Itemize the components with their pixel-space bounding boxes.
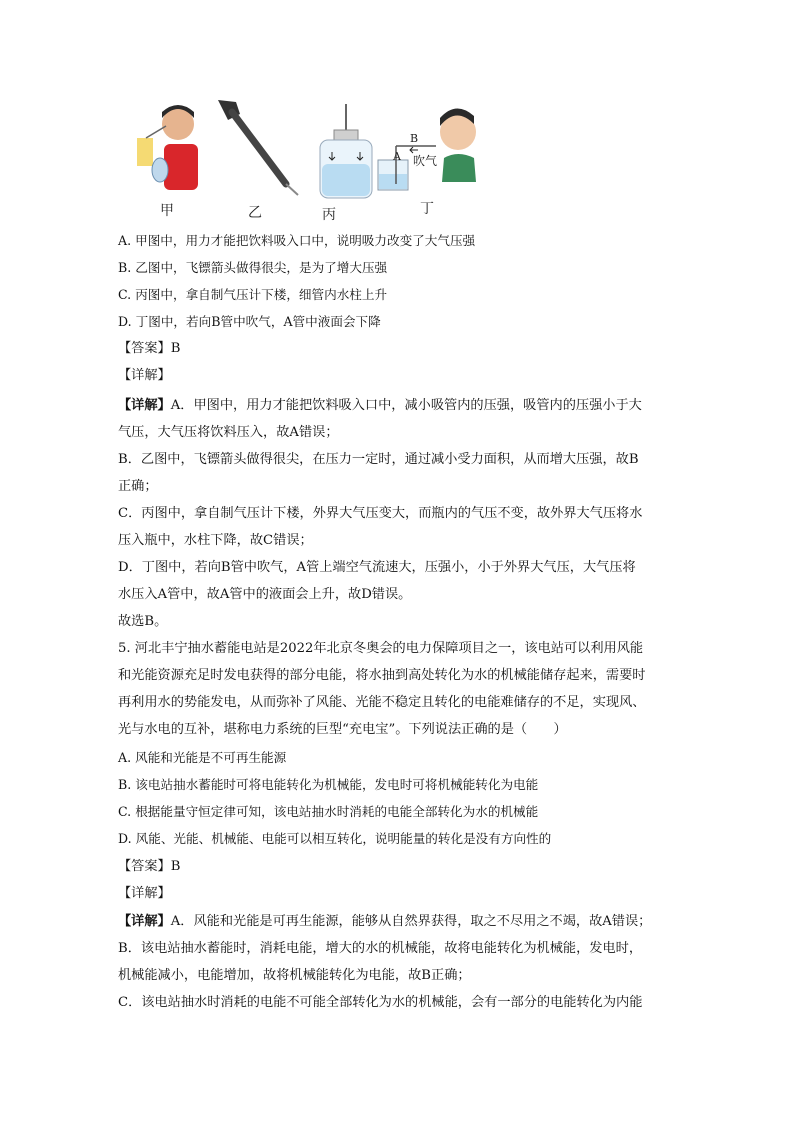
q4-explanation-a bbox=[118, 397, 642, 415]
figure-label-bing: 丙 bbox=[322, 207, 336, 223]
q4-option-d: D. 丁图中，若向B管中吹气，A管中液面会下降 bbox=[118, 314, 381, 329]
q5-option-c: C. 根据能量守恒定律可知，该电站抽水时消耗的电能全部转化为水的机械能 bbox=[118, 804, 539, 819]
q4-conclusion: 故选B。 bbox=[118, 614, 168, 629]
q4-option-a: A. 甲图中，用力才能把饮料吸入口中，说明吸力改变了大气压强 bbox=[118, 233, 476, 248]
q5-option-d: D. 风能、光能、机械能、电能可以相互转化，说明能量的转化是没有方向性的 bbox=[118, 831, 552, 846]
q5-explanation-b: B．该电站抽水蓄能时，消耗电能，增大的水的机械能，故将电能转化为机械能，发电时， bbox=[118, 941, 642, 956]
q5-exp-tag: 【详解】 bbox=[118, 914, 171, 929]
q4-exp-tag: 【详解】 bbox=[118, 398, 171, 413]
q4-answer-line bbox=[118, 340, 180, 358]
figure-label-yi: 乙 bbox=[248, 205, 262, 221]
barometer-bottle-image bbox=[314, 102, 378, 202]
q4-option-b: B. 乙图中，飞镖箭头做得很尖，是为了增大压强 bbox=[118, 260, 388, 275]
q4-explanation-c-cont: 压入瓶中，水柱下降，故C错误； bbox=[118, 533, 313, 548]
figure-label-A: A bbox=[393, 150, 401, 163]
q5-explanation-a bbox=[118, 913, 651, 931]
figure-label-jia: 甲 bbox=[160, 203, 174, 219]
q4-explanation-b: B．乙图中，飞镖箭头做得很尖，在压力一定时，通过减小受力面积，从而增大压强，故B bbox=[118, 452, 639, 467]
q4-option-c: C. 丙图中，拿自制气压计下楼，细管内水柱上升 bbox=[118, 287, 388, 302]
q4-answer: B bbox=[170, 341, 181, 356]
q5-stem-line-2: 和光能资源充足时发电获得的部分电能，将水抽到高处转化为水的机械能储存起来，需要时 bbox=[118, 668, 646, 683]
q4-exp1a: A．甲图中，用力才能把饮料吸入口中，减小吸管内的压强，吸管内的压强小于大 bbox=[170, 398, 642, 413]
figure-row bbox=[118, 92, 488, 232]
q5-stem-line-1: 5. 河北丰宁抽水蓄能电站是2022年北京冬奥会的电力保障项目之一，该电站可以利用风能 bbox=[118, 641, 644, 656]
q5-stem-line-4: 光与水电的互补，堪称电力系统的巨型“充电宝”。下列说法正确的是（ ） bbox=[118, 722, 567, 737]
dart-image bbox=[214, 96, 304, 196]
q4-answer-tag: 【答案】 bbox=[118, 341, 171, 356]
q4-explanation-c: C．丙图中，拿自制气压计下楼，外界大气压变大，而瓶内的气压不变，故外界大气压将水 bbox=[118, 506, 643, 521]
q4-explanation-d-cont: 水压入A管中，故A管中的液面会上升，故D错误。 bbox=[118, 587, 412, 602]
q5-answer-tag: 【答案】 bbox=[118, 859, 171, 874]
q5-explanation-b-cont: 机械能减小，电能增加，故将机械能转化为电能，故B正确； bbox=[118, 968, 471, 983]
q4-detail-tag: 【详解】 bbox=[118, 368, 171, 383]
figure-label-blow: 吹气 bbox=[413, 154, 438, 168]
q5-explanation-c: C．该电站抽水时消耗的电能不可能全部转化为水的机械能，会有一部分的电能转化为内能 bbox=[118, 995, 643, 1010]
q4-explanation-a-cont: 气压，大气压将饮料压入，故A错误； bbox=[118, 425, 339, 440]
q4-explanation-d: D．丁图中，若向B管中吹气，A管上端空气流速大，压强小，小于外界大气压，大气压将 bbox=[118, 560, 636, 575]
q5-stem-line-3: 再利用水的势能发电，从而弥补了风能、光能不稳定且转化的电能难储存的不足，实现风、 bbox=[118, 695, 646, 710]
q5-option-a: A. 风能和光能是不可再生能源 bbox=[118, 750, 287, 765]
q5-answer-line bbox=[118, 858, 180, 876]
q5-detail-tag: 【详解】 bbox=[118, 886, 171, 901]
q5-option-b: B. 该电站抽水蓄能时可将电能转化为机械能，发电时可将机械能转化为电能 bbox=[118, 777, 539, 792]
q4-explanation-b-cont: 正确； bbox=[118, 479, 158, 494]
figure-label-B: B bbox=[410, 132, 419, 145]
blowing-experiment-image bbox=[370, 102, 482, 194]
q5-exp1: A．风能和光能是可再生能源，能够从自然界获得，取之不尽用之不竭，故A错误； bbox=[170, 914, 652, 929]
boy-drinking-image bbox=[132, 98, 212, 194]
q5-answer: B bbox=[170, 859, 181, 874]
figure-label-ding: 丁 bbox=[420, 201, 434, 217]
